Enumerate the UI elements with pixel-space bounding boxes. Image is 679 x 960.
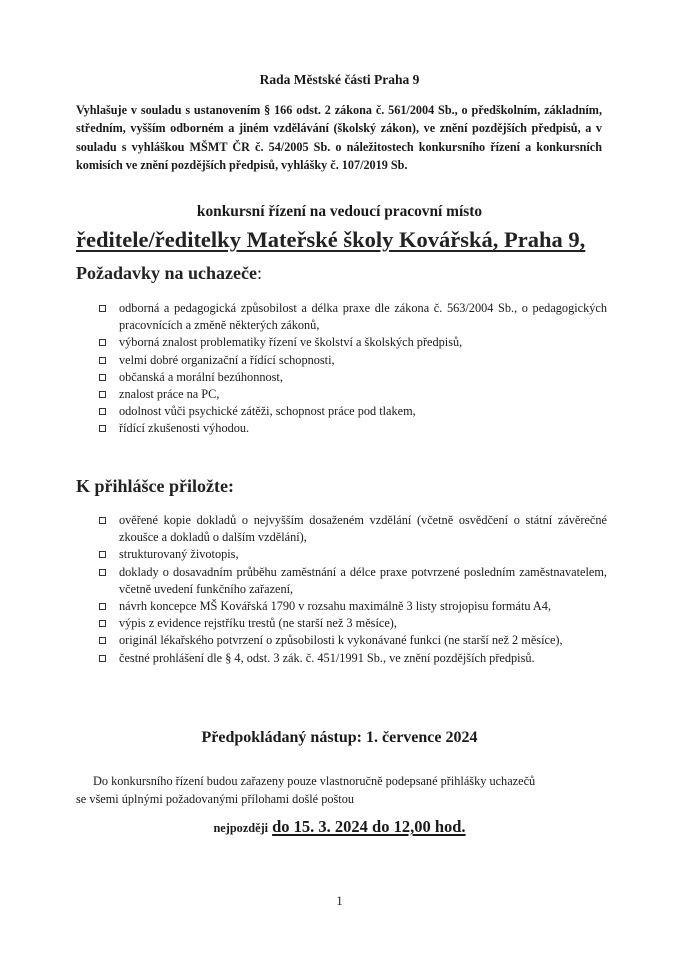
notice-paragraph xyxy=(76,773,606,808)
list-item: ověřené kopie dokladů o nejvyšším dosaženém vzdělání (včetně osvědčení o státní závěrečné zkoušce a dokladů o dalším vzdělání), xyxy=(97,512,607,546)
page-number: 1 xyxy=(336,894,343,908)
list-item: odolnost vůči psychické zátěži, schopnost práce pod tlakem, xyxy=(97,403,607,420)
deadline xyxy=(0,817,679,837)
requirements-heading-colon: : xyxy=(256,263,262,283)
checkbox-bullet-icon xyxy=(99,637,106,644)
list-item: čestné prohlášení dle § 4, odst. 3 zák. č. 451/1991 Sb., ve znění pozdějších předpisů. xyxy=(97,650,607,667)
checkbox-bullet-icon xyxy=(99,374,106,381)
deadline-date: do 15. 3. 2024 do 12,00 hod. xyxy=(272,817,466,836)
list-item: znalost práce na PC, xyxy=(97,386,607,403)
list-item: velmi dobré organizační a řídící schopnosti, xyxy=(97,352,607,369)
list-item: strukturovaný životopis, xyxy=(97,546,607,563)
notice-line-1: Do konkursního řízení budou zařazeny pouze vlastnoručně podepsané přihlášky uchazečů xyxy=(93,774,536,788)
list-item: doklady o dosavadním průběhu zaměstnání a délce praxe potvrzené posledním zaměstnavatelem, včetně uvedení funkčního zařazení, xyxy=(97,564,607,598)
checkbox-bullet-icon xyxy=(99,655,106,662)
council-title: Rada Městské části Praha 9 xyxy=(259,72,420,87)
checkbox-bullet-icon xyxy=(99,391,106,398)
requirements-heading-text: Požadavky na uchazeče xyxy=(76,263,257,283)
checkbox-bullet-icon xyxy=(99,305,106,312)
checkbox-bullet-icon xyxy=(99,551,106,558)
checkbox-bullet-icon xyxy=(99,569,106,576)
attachments-heading: K přihlášce přiložte: xyxy=(76,476,234,496)
requirements-heading xyxy=(76,263,262,284)
checkbox-bullet-icon xyxy=(99,517,106,524)
checkbox-bullet-icon xyxy=(99,425,106,432)
list-item: výpis z evidence rejstříku trestů (ne starší než 3 měsíce), xyxy=(97,615,607,632)
checkbox-bullet-icon xyxy=(99,339,106,346)
deadline-prefix: nejpozději xyxy=(213,821,269,835)
list-item: výborná znalost problematiky řízení ve školství a školských předpisů, xyxy=(97,334,607,351)
checkbox-bullet-icon xyxy=(99,620,106,627)
list-item: originál lékařského potvrzení o způsobilosti k vykonávané funkci (ne starší než 2 měsíce), xyxy=(97,632,607,649)
attachments-list xyxy=(97,512,607,667)
start-date-heading: Předpokládaný nástup: 1. července 2024 xyxy=(201,729,478,746)
checkbox-bullet-icon xyxy=(99,603,106,610)
intro-paragraph: Vyhlašuje v souladu s ustanovením § 166 odst. 2 zákona č. 561/2004 Sb., o předškolním, základním, středním, vyšším odborném a jiném vzdělávání (školský zákon), ve znění pozdějších předpisů, a v souladu s vyhláškou MŠMT ČR č. 54/2005 Sb. o náležitostech konkursního řízení a konkursních komisích ve znění pozdějších předpisů, vyhlášky č. 107/2019 Sb. xyxy=(76,103,602,172)
list-item: odborná a pedagogická způsobilost a délka praxe dle zákona č. 563/2004 Sb., o pedagogických pracovnících a změně některých zákonů, xyxy=(97,300,607,334)
requirements-list xyxy=(97,300,607,438)
notice-line-2: se všemi úplnými požadovanými přílohami došlé poštou xyxy=(76,791,355,806)
checkbox-bullet-icon xyxy=(99,408,106,415)
list-item: návrh koncepce MŠ Kovářská 1790 v rozsahu maximálně 3 listy strojopisu formátu A4, xyxy=(97,598,607,615)
list-item: občanská a morální bezúhonnost, xyxy=(97,369,607,386)
position-title: ředitele/ředitelky Mateřské školy Kovářská, Praha 9, xyxy=(76,227,586,252)
checkbox-bullet-icon xyxy=(99,357,106,364)
competition-subtitle: konkursní řízení na vedoucí pracovní místo xyxy=(196,203,483,220)
list-item: řídící zkušenosti výhodou. xyxy=(97,420,607,437)
